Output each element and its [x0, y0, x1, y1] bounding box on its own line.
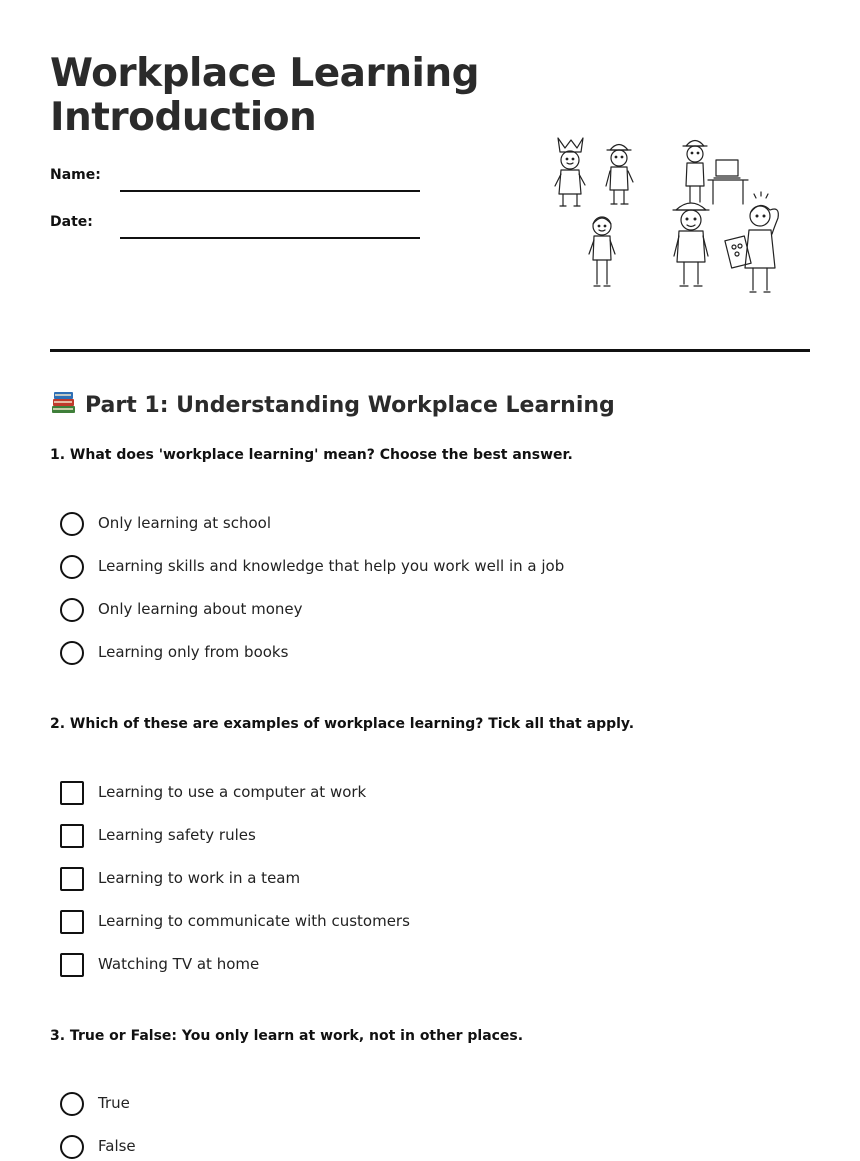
option-label: Learning skills and knowledge that help you work well in a job [98, 557, 565, 575]
option-label: Learning to communicate with customers [98, 912, 410, 930]
question-2: 2. Which of these are examples of workplace learning? Tick all that apply. [50, 716, 635, 732]
radio-button[interactable] [60, 1092, 84, 1116]
q2-option[interactable] [60, 910, 660, 934]
radio-button[interactable] [60, 598, 84, 622]
date-field[interactable] [50, 214, 420, 238]
radio-button[interactable] [60, 512, 84, 536]
option-label: Learning to use a computer at work [98, 783, 367, 801]
part1-heading-text: Part 1: Understanding Workplace Learning [85, 393, 615, 418]
option-label: Learning safety rules [98, 826, 256, 844]
q1-option[interactable] [60, 641, 660, 665]
name-label: Name: [50, 167, 101, 183]
q1-option[interactable] [60, 512, 660, 536]
checkbox[interactable] [60, 910, 84, 934]
q2-option[interactable] [60, 867, 660, 891]
name-line[interactable] [120, 190, 420, 192]
q1-option[interactable] [60, 555, 660, 579]
worker-figure [589, 217, 615, 286]
option-label: False [98, 1137, 136, 1155]
question-1: 1. What does 'workplace learning' mean? Choose the best answer. [50, 447, 573, 463]
date-label: Date: [50, 214, 93, 230]
worker-figure [725, 192, 778, 292]
checkbox[interactable] [60, 824, 84, 848]
checkbox[interactable] [60, 781, 84, 805]
option-label: True [98, 1094, 130, 1112]
q2-option[interactable] [60, 953, 660, 977]
workers-illustration [548, 130, 788, 300]
radio-button[interactable] [60, 555, 84, 579]
option-label: Only learning about money [98, 600, 303, 618]
date-line[interactable] [120, 237, 420, 239]
option-label: Learning only from books [98, 643, 289, 661]
worksheet-title: Workplace Learning Introduction [50, 51, 480, 140]
section-divider [50, 349, 810, 352]
radio-button[interactable] [60, 1135, 84, 1159]
q2-option[interactable] [60, 824, 660, 848]
option-label: Watching TV at home [98, 955, 260, 973]
q3-option[interactable] [60, 1135, 660, 1159]
books-icon [50, 390, 77, 416]
name-field[interactable] [50, 167, 420, 191]
worker-figure [606, 145, 633, 205]
part1-heading [50, 390, 615, 420]
worker-figure [673, 203, 709, 286]
q2-option[interactable] [60, 781, 660, 805]
worker-figure [683, 141, 748, 205]
option-label: Only learning at school [98, 514, 272, 532]
q1-option[interactable] [60, 598, 660, 622]
worker-figure [555, 138, 585, 206]
checkbox[interactable] [60, 867, 84, 891]
q3-option[interactable] [60, 1092, 660, 1116]
radio-button[interactable] [60, 641, 84, 665]
question-3: 3. True or False: You only learn at work, not in other places. [50, 1028, 524, 1044]
option-label: Learning to work in a team [98, 869, 301, 887]
checkbox[interactable] [60, 953, 84, 977]
